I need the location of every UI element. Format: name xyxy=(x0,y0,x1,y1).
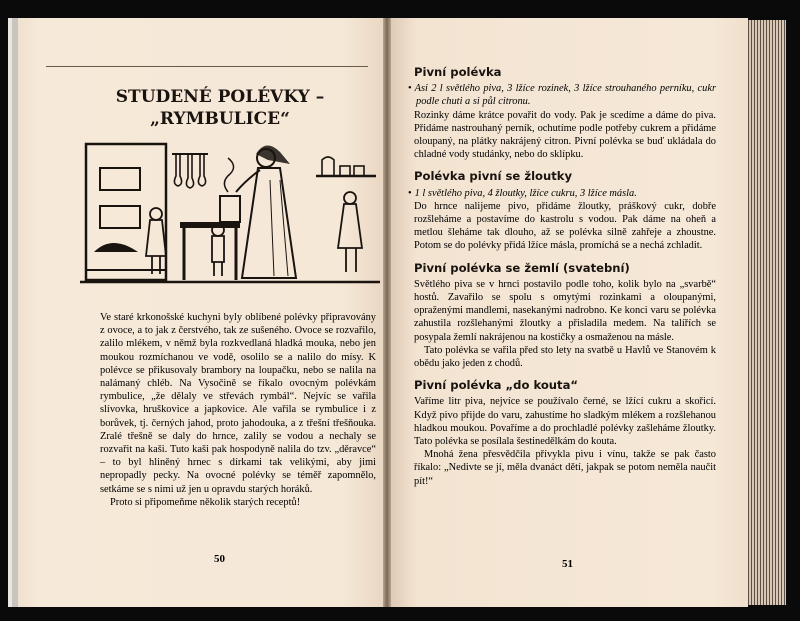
recipe-paragraph: Do hrnce nalijeme pivo, přidáme žloutky, práškový cukr, dobře rozšleháme a postavíme do kastrolu s vodou. Pak dáme na oheň a metlou šleháme tak dlouho, až se polévka silně zahřeje a zhoustne. Potom se do polévky přidá lžíce másla, promíchá se a nechá zchladit. xyxy=(414,200,716,252)
recipe-heading: Pivní polévka se žemlí (svatební) xyxy=(414,260,630,275)
recipe-heading: Pivní polévka xyxy=(414,65,502,79)
left-paragraph: Proto si připomeňme několik starých receptů! xyxy=(110,496,301,508)
recipe-heading: Polévka pivní se žloutky xyxy=(414,169,573,184)
bullet-icon: • xyxy=(408,83,412,95)
recipe-paragraph: Rozinky dáme krátce povařit do vody. Pak je scedíme a dáme do piva. Přidáme nastrouhaný perník, ochutíme podle potřeby cukrem a přidáme oloupaný, na plátky nakrájený citron. Pivní polévka se buď ukládala do chladné vody studánky, nebo do sklípku. xyxy=(414,109,716,161)
header-rule xyxy=(46,66,368,67)
recipe-paragraph: Tato polévka se vařila před sto lety na svatbě u Havlů ve Stanovém k obědu jako jeden z chodů. xyxy=(414,344,716,370)
recipe-section xyxy=(398,170,716,252)
recipe-section xyxy=(398,66,716,161)
left-body-text xyxy=(100,311,376,509)
recipe-section xyxy=(398,262,716,371)
right-body-text xyxy=(398,66,716,497)
bullet-icon: • xyxy=(408,187,412,199)
recipe-ingredients: • 1 l světlého piva, 4 žloutky, lžíce cukru, 3 lžíce másla. xyxy=(408,187,637,199)
chapter-title: STUDENÉ POLÉVKY – „RYMBULICE“ xyxy=(115,87,325,129)
recipe-heading: Pivní polévka „do kouta“ xyxy=(414,378,579,393)
recipe-paragraph: Světlého piva se v hrnci postavilo podle toho, kolik bylo na „svarbě“ hostů. Zavařilo se spolu s omytými rozinkami a oloupanými, opraženými mandlemi, nasekanými nadrobno. Ke konci varu se polévka zahustila rozšlehanými žloutky a přisladila medem. Na talířích se posypala žemlí nakrájenou na kostičky a osmaženou na másle. xyxy=(414,278,716,343)
recipe-section xyxy=(398,379,716,488)
page-number-right: 51 xyxy=(562,558,573,570)
left-paragraph: Ve staré krkonošské kuchyni byly oblíbené polévky připravovány z ovoce, a to jak z čerstvého, tak ze sušeného. Ovoce se rozvařilo, zalilo mlékem, v němž byla rozkvedlaná hladká mouka, nebo jen moukou rozmíchanou ve vodě, osolilo se a nalilo do mísy. K polévce se přikusovaly brambory na loupačku, nebo se nalila na nalámaný chléb. Na Vysočině se říkalo ovocným polévkám rymbulice, „že dělaly ve střevách rymbál“. Nejvíc se vařila slívovka, hruškovice a japkovice. Ale vařila se rymbulice i z borůvek, tj. černých jahod, proto jahodouka, a z třešní třešňouka. Zralé třešně se daly do hrnce, zalily se vodou a nechaly se rozvařit na kaši. Tuto kaši pak hospodyně nalila do tzv. „děravce“ – to byl hliněný hrnec s dírkami tak velikými, aby jimi nepropadly pecky. Na ovocné polévky se téměř zapomnělo, setkáme se s nimi už jen u opravdu starých horáků. xyxy=(100,312,376,495)
recipe-paragraph: Mnohá žena přesvědčila přívykla pivu i vínu, takže se pak často říkalo: „Nedivte se jí, měla dvanáct dětí, jakpak se potom neměla naučit pít!“ xyxy=(414,449,716,487)
recipe-ingredients: • Asi 2 l světlého piva, 3 lžíce rozinek, 3 lžíce strouhaného perníku, cukr podle chuti a si půl citronu. xyxy=(408,83,716,108)
kitchen-illustration xyxy=(80,140,380,288)
page-number-left: 50 xyxy=(214,553,225,565)
recipe-paragraph: Vaříme litr piva, nejvíce se používalo černé, se lžící cukru a skořicí. Když pivo přijde do varu, zahustíme ho sladkým mlékem a rozšlehanou hladkou moukou. Povaříme a do prochladlé polévky zašleháme žloutky. Tato polévka se posílala šestinedělkám do kouta. xyxy=(414,396,716,448)
book-gutter xyxy=(383,18,391,607)
page-edges xyxy=(748,20,786,605)
